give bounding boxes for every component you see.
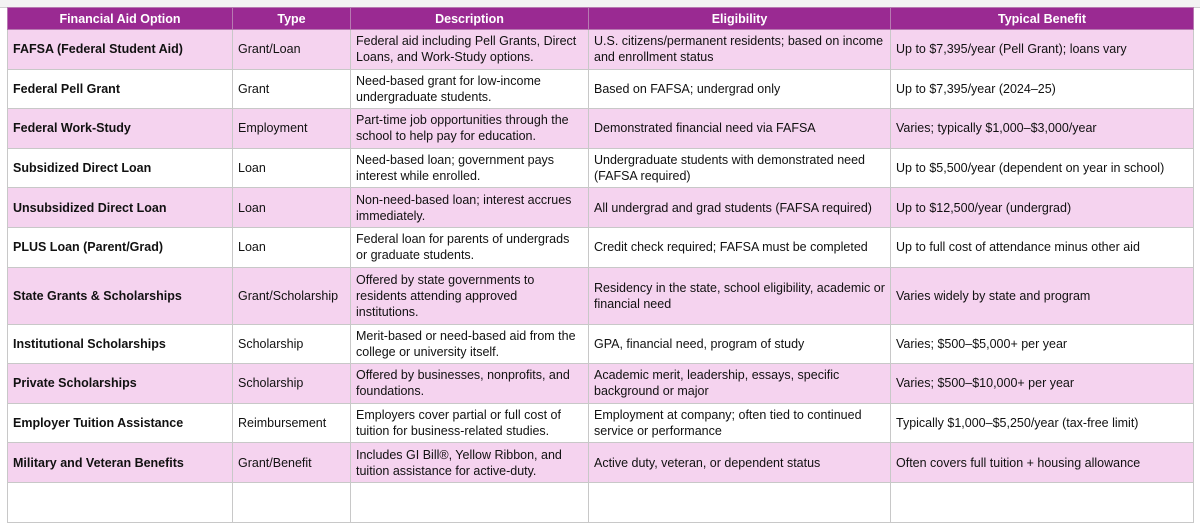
option-cell[interactable]: State Grants & Scholarships <box>8 267 233 324</box>
empty-cell[interactable] <box>8 482 233 522</box>
description-cell[interactable]: Part-time job opportunities through the school to help pay for education. <box>351 109 589 149</box>
empty-cell[interactable] <box>589 482 891 522</box>
benefit-cell[interactable]: Varies; $500–$10,000+ per year <box>891 364 1194 404</box>
benefit-cell[interactable]: Varies; typically $1,000–$3,000/year <box>891 109 1194 149</box>
table-row <box>8 227 1194 267</box>
column-header-description[interactable]: Description <box>351 8 589 30</box>
eligibility-cell[interactable]: All undergrad and grad students (FAFSA required) <box>589 188 891 228</box>
eligibility-cell[interactable]: GPA, financial need, program of study <box>589 324 891 364</box>
table-row <box>8 364 1194 404</box>
description-cell[interactable]: Need-based grant for low-income undergraduate students. <box>351 69 589 109</box>
option-cell[interactable]: Federal Pell Grant <box>8 69 233 109</box>
eligibility-cell[interactable]: Based on FAFSA; undergrad only <box>589 69 891 109</box>
option-cell[interactable]: Institutional Scholarships <box>8 324 233 364</box>
description-cell[interactable]: Federal aid including Pell Grants, Direct Loans, and Work-Study options. <box>351 30 589 70</box>
table-row <box>8 324 1194 364</box>
benefit-cell[interactable]: Varies widely by state and program <box>891 267 1194 324</box>
benefit-cell[interactable]: Typically $1,000–$5,250/year (tax-free limit) <box>891 403 1194 443</box>
type-cell[interactable]: Grant/Loan <box>233 30 351 70</box>
type-cell[interactable]: Grant <box>233 69 351 109</box>
empty-cell[interactable] <box>351 482 589 522</box>
table-row <box>8 188 1194 228</box>
table-row <box>8 148 1194 188</box>
benefit-cell[interactable]: Often covers full tuition + housing allowance <box>891 443 1194 483</box>
benefit-cell[interactable]: Up to $7,395/year (Pell Grant); loans vary <box>891 30 1194 70</box>
type-cell[interactable]: Grant/Benefit <box>233 443 351 483</box>
eligibility-cell[interactable]: Academic merit, leadership, essays, specific background or major <box>589 364 891 404</box>
empty-cell[interactable] <box>891 482 1194 522</box>
option-cell[interactable]: Subsidized Direct Loan <box>8 148 233 188</box>
description-cell[interactable]: Non-need-based loan; interest accrues immediately. <box>351 188 589 228</box>
eligibility-cell[interactable]: Employment at company; often tied to continued service or performance <box>589 403 891 443</box>
financial-aid-table <box>7 7 1194 523</box>
eligibility-cell[interactable]: Active duty, veteran, or dependent status <box>589 443 891 483</box>
description-cell[interactable]: Employers cover partial or full cost of tuition for business-related studies. <box>351 403 589 443</box>
benefit-cell[interactable]: Up to $5,500/year (dependent on year in school) <box>891 148 1194 188</box>
eligibility-cell[interactable]: Credit check required; FAFSA must be completed <box>589 227 891 267</box>
option-cell[interactable]: FAFSA (Federal Student Aid) <box>8 30 233 70</box>
option-cell[interactable]: PLUS Loan (Parent/Grad) <box>8 227 233 267</box>
description-cell[interactable]: Federal loan for parents of undergrads or graduate students. <box>351 227 589 267</box>
type-cell[interactable]: Employment <box>233 109 351 149</box>
table-row <box>8 109 1194 149</box>
type-cell[interactable]: Loan <box>233 188 351 228</box>
benefit-cell[interactable]: Varies; $500–$5,000+ per year <box>891 324 1194 364</box>
eligibility-cell[interactable]: Demonstrated financial need via FAFSA <box>589 109 891 149</box>
benefit-cell[interactable]: Up to $7,395/year (2024–25) <box>891 69 1194 109</box>
empty-row <box>8 482 1194 522</box>
table-row <box>8 443 1194 483</box>
eligibility-cell[interactable]: U.S. citizens/permanent residents; based on income and enrollment status <box>589 30 891 70</box>
header-row <box>8 8 1194 30</box>
eligibility-cell[interactable]: Residency in the state, school eligibility, academic or financial need <box>589 267 891 324</box>
option-cell[interactable]: Employer Tuition Assistance <box>8 403 233 443</box>
column-header-type[interactable]: Type <box>233 8 351 30</box>
description-cell[interactable]: Offered by businesses, nonprofits, and foundations. <box>351 364 589 404</box>
type-cell[interactable]: Grant/Scholarship <box>233 267 351 324</box>
empty-cell[interactable] <box>233 482 351 522</box>
column-header-benefit[interactable]: Typical Benefit <box>891 8 1194 30</box>
table-row <box>8 30 1194 70</box>
type-cell[interactable]: Loan <box>233 148 351 188</box>
type-cell[interactable]: Scholarship <box>233 324 351 364</box>
option-cell[interactable]: Private Scholarships <box>8 364 233 404</box>
type-cell[interactable]: Reimbursement <box>233 403 351 443</box>
description-cell[interactable]: Merit-based or need-based aid from the college or university itself. <box>351 324 589 364</box>
description-cell[interactable]: Offered by state governments to residents attending approved institutions. <box>351 267 589 324</box>
eligibility-cell[interactable]: Undergraduate students with demonstrated need (FAFSA required) <box>589 148 891 188</box>
benefit-cell[interactable]: Up to $12,500/year (undergrad) <box>891 188 1194 228</box>
description-cell[interactable]: Need-based loan; government pays interest while enrolled. <box>351 148 589 188</box>
table-row <box>8 267 1194 324</box>
benefit-cell[interactable]: Up to full cost of attendance minus other aid <box>891 227 1194 267</box>
type-cell[interactable]: Scholarship <box>233 364 351 404</box>
table-row <box>8 403 1194 443</box>
option-cell[interactable]: Military and Veteran Benefits <box>8 443 233 483</box>
option-cell[interactable]: Unsubsidized Direct Loan <box>8 188 233 228</box>
type-cell[interactable]: Loan <box>233 227 351 267</box>
option-cell[interactable]: Federal Work-Study <box>8 109 233 149</box>
column-header-option[interactable]: Financial Aid Option <box>8 8 233 30</box>
description-cell[interactable]: Includes GI Bill®, Yellow Ribbon, and tuition assistance for active-duty. <box>351 443 589 483</box>
column-header-eligibility[interactable]: Eligibility <box>589 8 891 30</box>
table-row <box>8 69 1194 109</box>
